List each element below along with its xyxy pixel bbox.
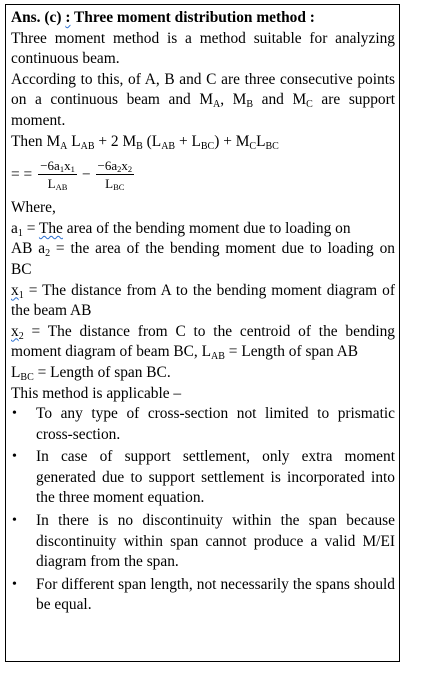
bullet-icon: • [12, 576, 17, 592]
definition-x1: $x_1$ = The distance from A to the bending moment diagram of the beam AB [11, 281, 395, 320]
three-moment-equation: Then $M_A$ $L_{AB} + 2$ $M_B$ $(L_{AB} + L_{BC}) + M_CL_{BC}$ [11, 132, 279, 152]
bullet-icon: • [12, 406, 17, 422]
applicability-list [11, 404, 395, 616]
bullet-icon: • [12, 513, 17, 529]
fraction-ab: $\frac{-6a_1x_1}{L_{AB}}$ [40, 158, 75, 193]
fraction-bc: $\frac{-6a_2x_2}{L_{BC}}$ [97, 158, 133, 193]
minus-sign: − [81, 165, 91, 183]
list-item: • To any type of cross-section not limited to prismatic cross-section. [12, 405, 395, 443]
bullet-icon: • [12, 449, 17, 465]
definition-a2: AB $a_2$ = the area of the bending moment due to loading on BC [11, 240, 395, 278]
equation-prefix: = = [11, 165, 33, 183]
fraction-equation [11, 152, 395, 198]
heading-title: Three moment distribution method : [74, 9, 315, 26]
list-item: • In there is no discontinuity within the span because discontinuity within span cannot produce a valid M/EI diagram from the span. [12, 512, 395, 571]
heading-colon: : [65, 9, 71, 26]
answer-heading [11, 8, 395, 29]
definition-x2: $x_2$ = The distance from C to the centroid of the bending moment diagram of beam BC, $L_{AB}$ = Length of span AB [11, 322, 395, 363]
list-item: • In case of support settlement, only extra moment generated due to support settlement is incorporated into the three moment equation. [12, 448, 395, 507]
applicable-label: This method is applicable – [11, 384, 182, 402]
definition-lbc: $L_{BC}$ = Length of span BC. [11, 363, 171, 383]
intro-text: Three moment method is a method suitable for analyzing continuous beam. [11, 29, 395, 68]
context-text: According to this, of A, B and C are three consecutive points on a continuous beam and $M_A$, $M_B$ and $M_C$ are support moment. [11, 70, 395, 129]
answer-box [5, 4, 400, 662]
list-item: • For different span length, not necessarily the spans should be equal. [12, 575, 395, 614]
ans-label: Ans. [11, 9, 41, 26]
definition-a1: $a_1$ = The area of the bending moment due to loading on [11, 219, 351, 239]
option-label: (c) [44, 9, 62, 26]
where-label: Where, [11, 199, 56, 217]
